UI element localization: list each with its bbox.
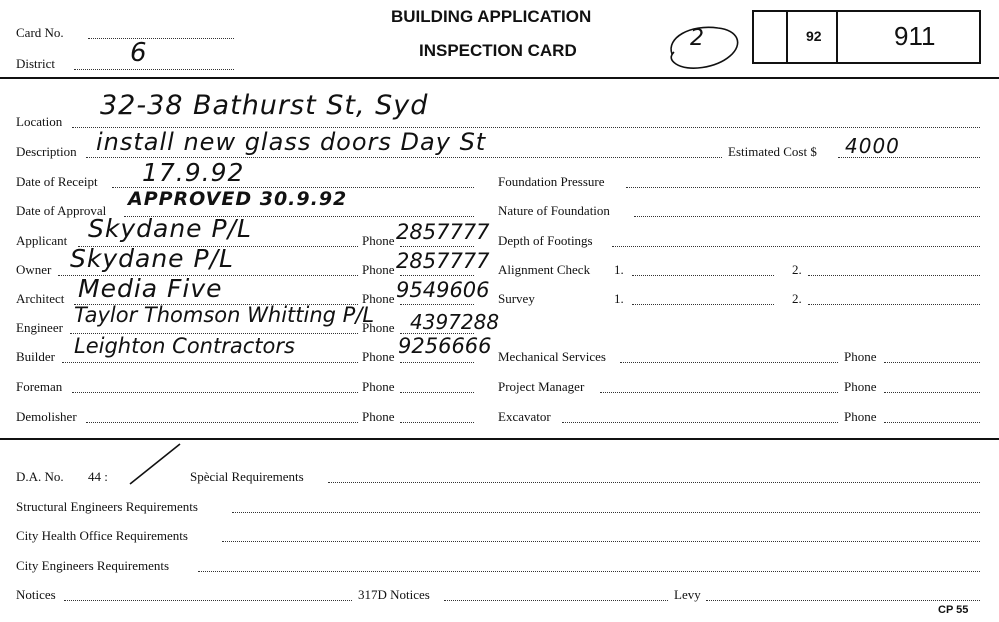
architect-phone-label: Phone — [362, 291, 395, 306]
engineer-value: Taylor Thomson Whitting P/L — [74, 303, 375, 327]
owner-label: Owner — [16, 262, 52, 277]
architect-phone-value: 9549606 — [396, 278, 490, 302]
owner-value: Skydane P/L — [70, 244, 234, 273]
applicant-value: Skydane P/L — [88, 214, 252, 243]
district-label: District — [16, 56, 55, 71]
applicant-phone-line — [400, 246, 474, 247]
architect-value: Media Five — [78, 274, 223, 303]
blank-box — [752, 10, 788, 64]
demolisher-phone-label: Phone — [362, 409, 395, 424]
engineer-label: Engineer — [16, 320, 63, 335]
city-health-requirements-line — [222, 541, 980, 542]
alignment-check-label: Alignment Check — [498, 262, 591, 277]
special-requirements-line — [328, 482, 980, 483]
mechanical-services-line — [620, 362, 838, 363]
applicant-phone-label: Phone — [362, 233, 395, 248]
slash-mark-icon — [126, 440, 186, 488]
mechanical-services-phone-label: Phone — [844, 349, 877, 364]
form-title-line2: INSPECTION CARD — [419, 41, 577, 60]
mechanical-services-label: Mechanical Services — [498, 349, 606, 364]
card-no-label: Card No. — [16, 25, 64, 40]
owner-phone-label: Phone — [362, 262, 395, 277]
year-box-value: 92 — [806, 28, 822, 44]
da-no-value: 44 : — [88, 469, 108, 484]
survey-2-line — [808, 304, 980, 305]
circled-mark-icon — [660, 18, 750, 74]
alignment-check-1-label: 1. — [614, 262, 624, 277]
owner-phone-line — [400, 275, 474, 276]
foreman-line — [72, 392, 358, 393]
survey-1-label: 1. — [614, 291, 624, 306]
special-requirements-label: Spècial Requirements — [190, 469, 304, 484]
survey-2-label: 2. — [792, 291, 802, 306]
engineer-phone-value: 4397288 — [410, 310, 500, 334]
owner-phone-value: 2857777 — [396, 249, 490, 273]
excavator-label: Excavator — [498, 409, 551, 424]
location-label: Location — [16, 114, 63, 129]
architect-label: Architect — [16, 291, 65, 306]
alignment-check-1-line — [632, 275, 774, 276]
form-code: CP 55 — [938, 604, 969, 616]
notices-317d-label: 317D Notices — [358, 587, 430, 602]
nature-of-foundation-line — [634, 216, 980, 217]
foundation-pressure-line — [626, 187, 980, 188]
levy-line — [706, 600, 980, 601]
structural-requirements-line — [232, 512, 980, 513]
project-manager-phone-label: Phone — [844, 379, 877, 394]
architect-phone-line — [400, 304, 474, 305]
form-title-line1: BUILDING APPLICATION — [391, 7, 592, 26]
builder-label: Builder — [16, 349, 55, 364]
excavator-phone-label: Phone — [844, 409, 877, 424]
builder-phone-label: Phone — [362, 349, 395, 364]
notices-line — [64, 600, 352, 601]
alignment-check-2-label: 2. — [792, 262, 802, 277]
alignment-check-2-line — [808, 275, 980, 276]
project-manager-line — [600, 392, 838, 393]
nature-of-foundation-label: Nature of Foundation — [498, 203, 610, 218]
date-of-receipt-label: Date of Receipt — [16, 174, 98, 189]
foundation-pressure-label: Foundation Pressure — [498, 174, 605, 189]
year-box — [786, 10, 838, 64]
estimated-cost-label: Estimated Cost $ — [728, 144, 817, 159]
city-health-requirements-label: City Health Office Requirements — [16, 528, 188, 543]
builder-phone-value: 9256666 — [398, 334, 492, 358]
notices-label: Notices — [16, 587, 56, 602]
builder-value: Leighton Contractors — [74, 334, 295, 358]
date-of-approval-value: APPROVED 30.9.92 — [128, 188, 348, 210]
header-rule — [0, 77, 999, 79]
district-line — [74, 69, 234, 70]
excavator-phone-line — [884, 422, 980, 423]
mechanical-services-phone-line — [884, 362, 980, 363]
project-manager-phone-line — [884, 392, 980, 393]
description-label: Description — [16, 144, 77, 159]
city-engineers-requirements-line — [198, 571, 980, 572]
depth-of-footings-line — [612, 246, 980, 247]
date-of-receipt-value: 17.9.92 — [142, 158, 245, 187]
notices-317d-line — [444, 600, 668, 601]
demolisher-label: Demolisher — [16, 409, 77, 424]
da-no-label: D.A. No. — [16, 469, 64, 484]
estimated-cost-value: 4000 — [845, 134, 900, 158]
applicant-label: Applicant — [16, 233, 68, 248]
levy-label: Levy — [674, 587, 701, 602]
location-value: 32-38 Bathurst St, Syd — [100, 90, 429, 121]
foreman-label: Foreman — [16, 379, 63, 394]
demolisher-line — [86, 422, 358, 423]
project-manager-label: Project Manager — [498, 379, 585, 394]
builder-line — [62, 362, 358, 363]
district-value: 6 — [130, 38, 148, 68]
date-of-approval-label: Date of Approval — [16, 203, 107, 218]
card-no-line — [88, 38, 234, 39]
foreman-phone-label: Phone — [362, 379, 395, 394]
survey-label: Survey — [498, 291, 535, 306]
circled-mark-value: 2 — [690, 26, 705, 51]
excavator-line — [562, 422, 838, 423]
depth-of-footings-label: Depth of Footings — [498, 233, 593, 248]
demolisher-phone-line — [400, 422, 474, 423]
description-value: install new glass doors Day St — [96, 128, 487, 156]
foreman-phone-line — [400, 392, 474, 393]
city-engineers-requirements-label: City Engineers Requirements — [16, 558, 170, 573]
engineer-phone-label: Phone — [362, 320, 395, 335]
applicant-phone-value: 2857777 — [396, 220, 490, 244]
structural-requirements-label: Structural Engineers Requirements — [16, 499, 198, 514]
number-box-value: 911 — [894, 21, 936, 51]
survey-1-line — [632, 304, 774, 305]
number-box — [836, 10, 981, 64]
builder-phone-line — [400, 362, 474, 363]
